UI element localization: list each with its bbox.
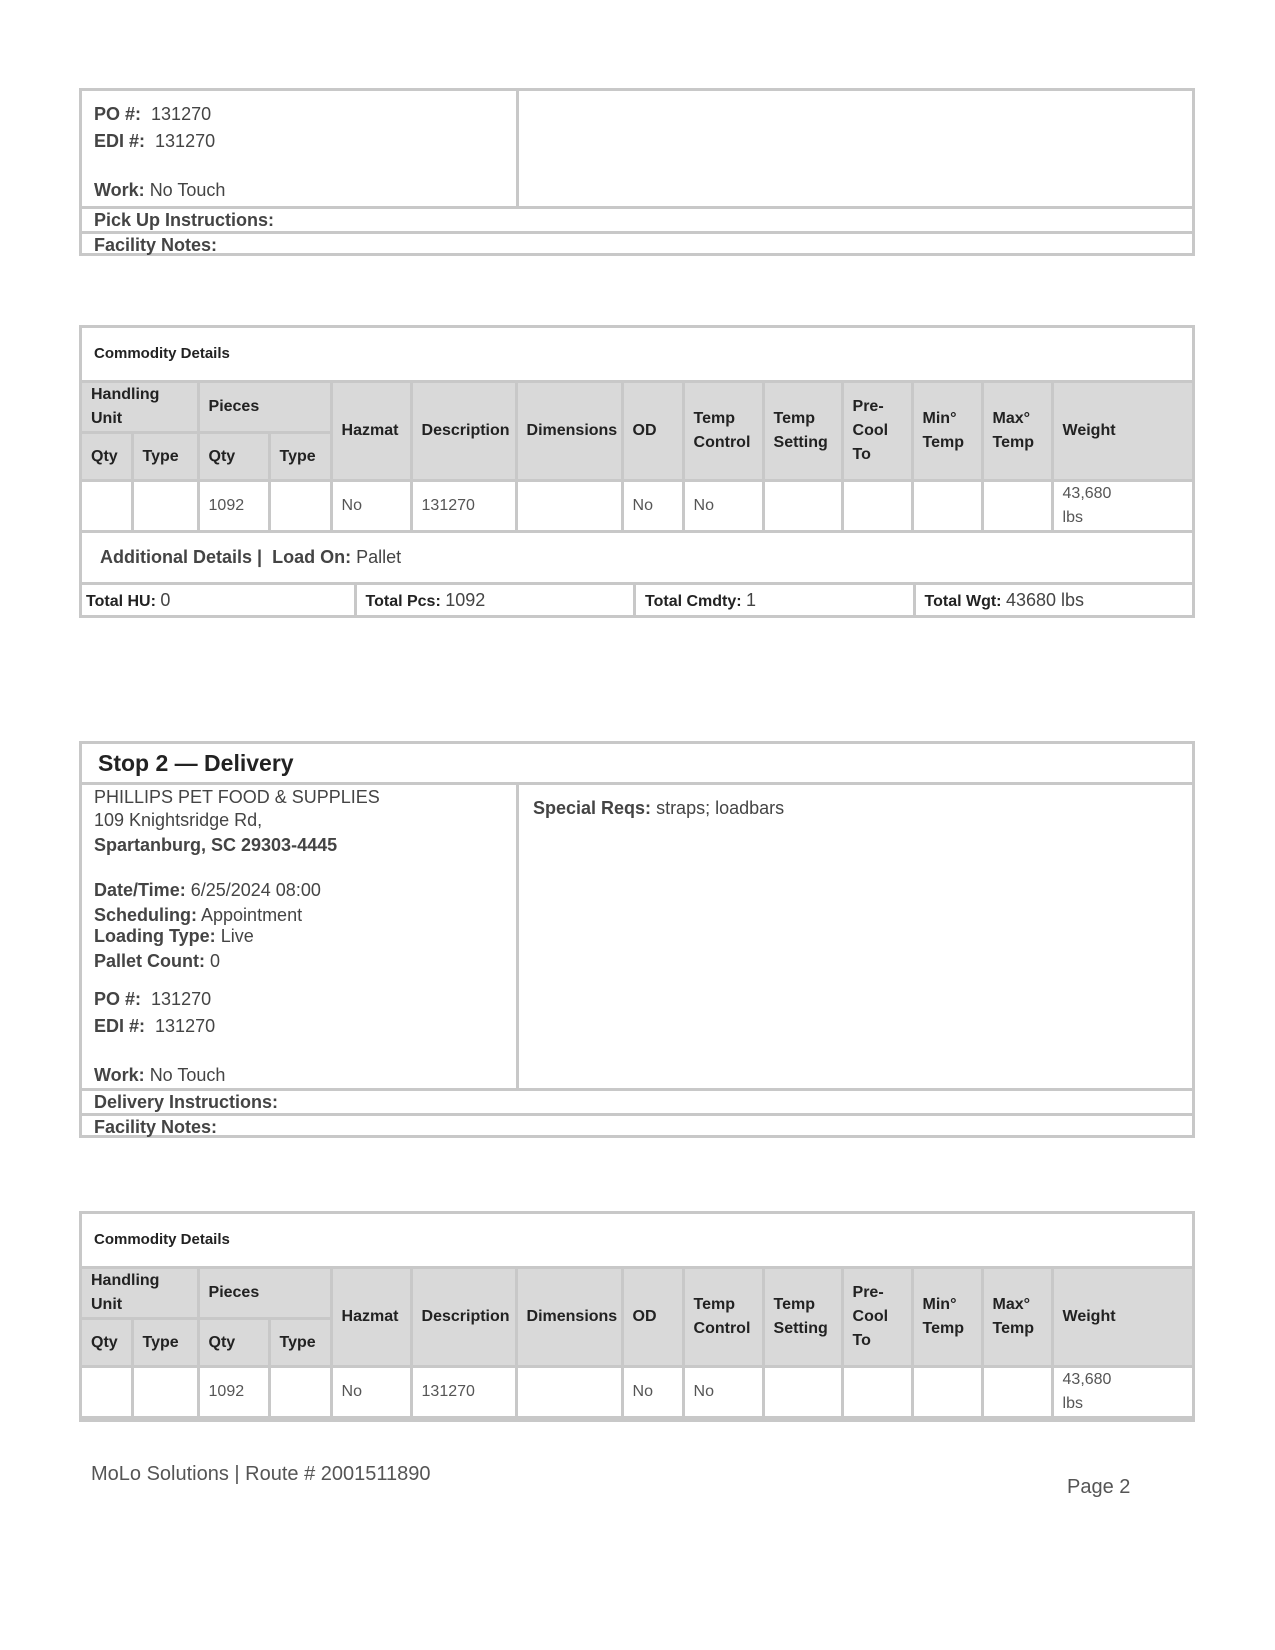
scheduling: Scheduling: Appointment: [94, 905, 303, 925]
hazmat-header: Hazmat: [331, 1269, 411, 1367]
hu-qty-header: Qty: [82, 433, 132, 481]
min-temp-header: Min° Temp: [912, 383, 982, 481]
stop1-work: Work: No Touch: [94, 180, 226, 200]
stop1-po: PO #: 131270: [94, 104, 212, 124]
table-row: [82, 481, 1192, 532]
stop2-header: Stop 2 — Delivery: [82, 744, 1192, 785]
min-temp-cell: [912, 481, 982, 532]
pcs-type-cell: [269, 1367, 331, 1418]
weight-cell: 43,680 lbs: [1052, 481, 1192, 532]
total-wgt: Total Wgt: 43680 lbs: [924, 590, 1085, 610]
pieces-header: Pieces: [198, 383, 331, 433]
hu-type-header: Type: [132, 433, 198, 481]
totals-row: [82, 585, 1192, 615]
temp-setting-cell: [763, 481, 842, 532]
special-reqs: Special Reqs: straps; loadbars: [533, 798, 785, 818]
weight-header: Weight: [1052, 1269, 1192, 1367]
handling-unit-header: Handling Unit: [82, 1269, 198, 1319]
pieces-header: Pieces: [198, 1269, 331, 1319]
pcs-qty-cell: 1092: [198, 1367, 269, 1418]
temp-control-header: Temp Control: [683, 383, 763, 481]
city-line: Spartanburg, SC 29303-4445: [94, 835, 338, 855]
temp-setting-header: Temp Setting: [763, 1269, 842, 1367]
precool-cell: [842, 481, 912, 532]
pickup-instructions: Pick Up Instructions:: [94, 210, 275, 230]
stop1-info-block: [79, 88, 1195, 256]
additional-details: Additional Details | Load On: Pallet: [82, 533, 1192, 585]
temp-setting-cell: [763, 1367, 842, 1418]
datetime: Date/Time: 6/25/2024 08:00: [94, 880, 321, 900]
od-header: OD: [622, 383, 683, 481]
hu-qty-cell: [82, 481, 132, 532]
pallet-count: Pallet Count: 0: [94, 951, 221, 971]
handling-unit-header: Handling Unit: [82, 383, 198, 433]
stop2-po: PO #: 131270: [94, 989, 212, 1009]
max-temp-header: Max° Temp: [982, 383, 1052, 481]
facility-notes: Facility Notes:: [82, 1113, 1192, 1135]
pcs-type-header: Type: [269, 1319, 331, 1367]
od-cell: No: [622, 1367, 683, 1418]
max-temp-header: Max° Temp: [982, 1269, 1052, 1367]
stop1-left-panel: [82, 91, 519, 206]
description-cell: 131270: [411, 1367, 516, 1418]
commodity-table: [82, 1269, 1192, 1419]
weight-header: Weight: [1052, 383, 1192, 481]
precool-header: Pre- Cool To: [842, 383, 912, 481]
temp-control-header: Temp Control: [683, 1269, 763, 1367]
table-row: [82, 1367, 1192, 1418]
dimensions-header: Dimensions: [516, 1269, 622, 1367]
stop1-edi: EDI #: 131270: [94, 131, 216, 151]
temp-control-cell: No: [683, 1367, 763, 1418]
facility-notes: Facility Notes:: [82, 231, 1192, 253]
min-temp-cell: [912, 1367, 982, 1418]
precool-header: Pre- Cool To: [842, 1269, 912, 1367]
hu-qty-cell: [82, 1367, 132, 1418]
dimensions-header: Dimensions: [516, 383, 622, 481]
stop2-work: Work: No Touch: [94, 1065, 226, 1085]
description-cell: 131270: [411, 481, 516, 532]
hazmat-cell: No: [331, 481, 411, 532]
loading-type: Loading Type: Live: [94, 926, 254, 946]
min-temp-header: Min° Temp: [912, 1269, 982, 1367]
commodity-title: Commodity Details: [82, 328, 1192, 383]
pcs-qty-cell: 1092: [198, 481, 269, 532]
total-cmdty: Total Cmdty: 1: [636, 585, 916, 615]
stop2-left-panel: [82, 785, 519, 1088]
hazmat-cell: No: [331, 1367, 411, 1418]
delivery-instructions: Delivery Instructions:: [94, 1092, 279, 1112]
od-cell: No: [622, 481, 683, 532]
company-name: PHILLIPS PET FOOD & SUPPLIES: [94, 787, 380, 807]
commodity-table: [82, 383, 1192, 533]
description-header: Description: [411, 383, 516, 481]
stop1-right-panel: [519, 91, 1192, 206]
max-temp-cell: [982, 481, 1052, 532]
hu-qty-header: Qty: [82, 1319, 132, 1367]
hu-type-cell: [132, 481, 198, 532]
stop2-edi: EDI #: 131270: [94, 1016, 216, 1036]
page-number: Page 2: [1067, 1476, 1131, 1498]
temp-control-cell: No: [683, 481, 763, 532]
pcs-qty-header: Qty: [198, 1319, 269, 1367]
footer-route: MoLo Solutions | Route # 2001511890: [91, 1463, 431, 1485]
hu-type-header: Type: [132, 1319, 198, 1367]
pcs-type-header: Type: [269, 433, 331, 481]
temp-setting-header: Temp Setting: [763, 383, 842, 481]
total-pcs: Total Pcs: 1092: [357, 585, 637, 615]
total-hu: Total HU: 0: [82, 585, 357, 615]
hu-type-cell: [132, 1367, 198, 1418]
description-header: Description: [411, 1269, 516, 1367]
precool-cell: [842, 1367, 912, 1418]
pcs-qty-header: Qty: [198, 433, 269, 481]
hazmat-header: Hazmat: [331, 383, 411, 481]
dimensions-cell: [516, 481, 622, 532]
pcs-type-cell: [269, 481, 331, 532]
max-temp-cell: [982, 1367, 1052, 1418]
commodity-details-1: [79, 325, 1195, 618]
dimensions-cell: [516, 1367, 622, 1418]
od-header: OD: [622, 1269, 683, 1367]
stop2-delivery-block: [79, 741, 1195, 1138]
commodity-details-2: [79, 1211, 1195, 1422]
address-line: 109 Knightsridge Rd,: [94, 810, 263, 830]
weight-cell: 43,680 lbs: [1052, 1367, 1192, 1418]
commodity-title: Commodity Details: [82, 1214, 1192, 1269]
stop2-right-panel: [519, 785, 1192, 1088]
